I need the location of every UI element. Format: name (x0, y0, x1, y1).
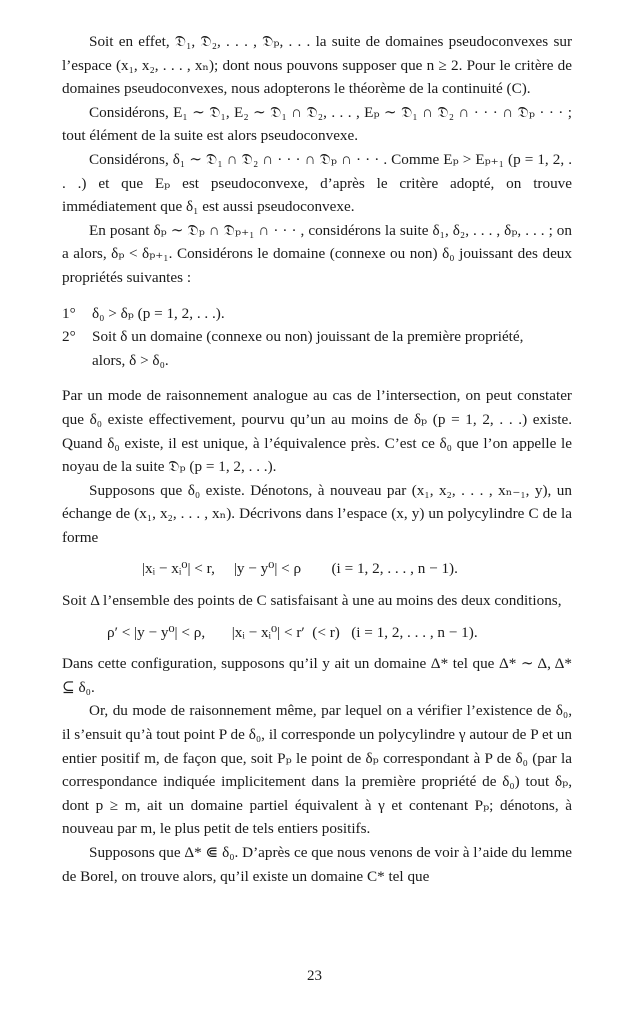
paragraph-considerons-delta: Considérons, δ₁ ∼ 𝔇₁ ∩ 𝔇₂ ∩ · · · ∩ 𝔇ₚ ∩ · · · . Comme Eₚ > Eₚ₊₁ (p = 1, 2, . . .) et que Eₚ est pseudoconvexe, d’après le critère adopté, on trouve immédiatement que δ₁ est aussi pseudoconvexe. (62, 150, 572, 216)
properties-list (62, 302, 572, 373)
list-item (62, 325, 572, 349)
page-number: 23 (307, 968, 322, 984)
paragraph-supposons-delta-star: Supposons que Δ* ⋐ δ₀. D’après ce que nous venons de voir à l’aide du lemme de Borel, on trouve alors, qu’il existe un domaine C* tel que (62, 844, 572, 885)
page-body (62, 30, 572, 888)
list-item-text: Soit δ un domaine (connexe ou non) jouissant de la première propriété, (92, 328, 524, 346)
paragraph-en-posant: En posant δₚ ∼ 𝔇ₚ ∩ 𝔇ₚ₊₁ ∩ · · · , considérons la suite δ₁, δ₂, . . . , δₚ, . . . ; on a alors, δₚ < δₚ₊₁. Considérons le domaine (connexe ou non) δ₀ jouissant des deux propriétés suivantes : (62, 221, 572, 286)
paragraph-or: Or, du mode de raisonnement même, par lequel on a vérifier l’existence de δ₀, il s’ensuit qu’à tout point P de δ₀, il corresponde un polycylindre γ autour de P et un entier positif m, de façon que, soit Pₚ le point de δₚ correspondant à P de δ₀ (par la correspondance indiquée implicitement dans la première propriété de δ₀) tout δₚ, dont p ≥ m, ait un domaine partiel équivalent à γ et contenant Pₚ; dénotons, à nouveau par m, le plus petit de tels entiers positifs. (62, 702, 572, 838)
equation-polycylinder: |xᵢ − xᵢ⁰| < r, |y − y⁰| < ρ (i = 1, 2, . . . , n − 1). (142, 560, 458, 578)
list-item (62, 302, 572, 326)
list-item-continuation: alors, δ > δ₀. (92, 351, 169, 369)
list-item-number: 2° (62, 328, 76, 346)
paragraph-domains: Soit en effet, 𝔇₁, 𝔇₂, . . . , 𝔇ₚ, . . . la suite de domaines pseudoconvexes sur l’espace (x₁, x₂, . . . , xₙ); dont nous pouvons supposer que n ≥ 2. Pour le critère de domaines pseudoconvexes, nous adopterons le théorème de la continuité (C). (62, 33, 572, 98)
paragraph-considerons-E: Considérons, E₁ ∼ 𝔇₁, E₂ ∼ 𝔇₁ ∩ 𝔇₂, . . . , Eₚ ∼ 𝔇₁ ∩ 𝔇₂ ∩ · · · ∩ 𝔇ₚ · · · ; tout élément de la suite est alors pseudoconvexe. (62, 103, 572, 145)
paragraph-soit-delta: Soit Δ l’ensemble des points de C satisfaisant à une au moins des deux conditions, (62, 592, 562, 610)
paragraph-supposons: Supposons que δ₀ existe. Dénotons, à nouveau par (x₁, x₂, . . . , xₙ₋₁, y), un échange de (x₁, x₂, . . . , xₙ). Décrivons dans l’espace (x, y) un polycylindre C de la forme (62, 481, 572, 546)
list-item-number: 1° (62, 304, 76, 322)
paragraph-configuration: Dans cette configuration, supposons qu’il y ait un domaine Δ* tel que Δ* ∼ Δ, Δ* ⊆ δ₀. (62, 655, 572, 696)
list-item-text: δ₀ > δₚ (p = 1, 2, . . .). (92, 304, 225, 322)
equation-conditions: ρ′ < |y − y⁰| < ρ, |xᵢ − xᵢ⁰| < r′ (< r) (i = 1, 2, . . . , n − 1). (107, 623, 478, 641)
paragraph-raisonnement: Par un mode de raisonnement analogue au cas de l’intersection, on peut constater que δ₀ existe effectivement, pourvu qu’un au moins de δₚ (p = 1, 2, . . .) existe. Quand δ₀ existe, il est unique, à l’équivalence près. C’est ce δ₀ que l’on appelle le noyau de la suite 𝔇ₚ (p = 1, 2, . . .). (62, 387, 572, 476)
